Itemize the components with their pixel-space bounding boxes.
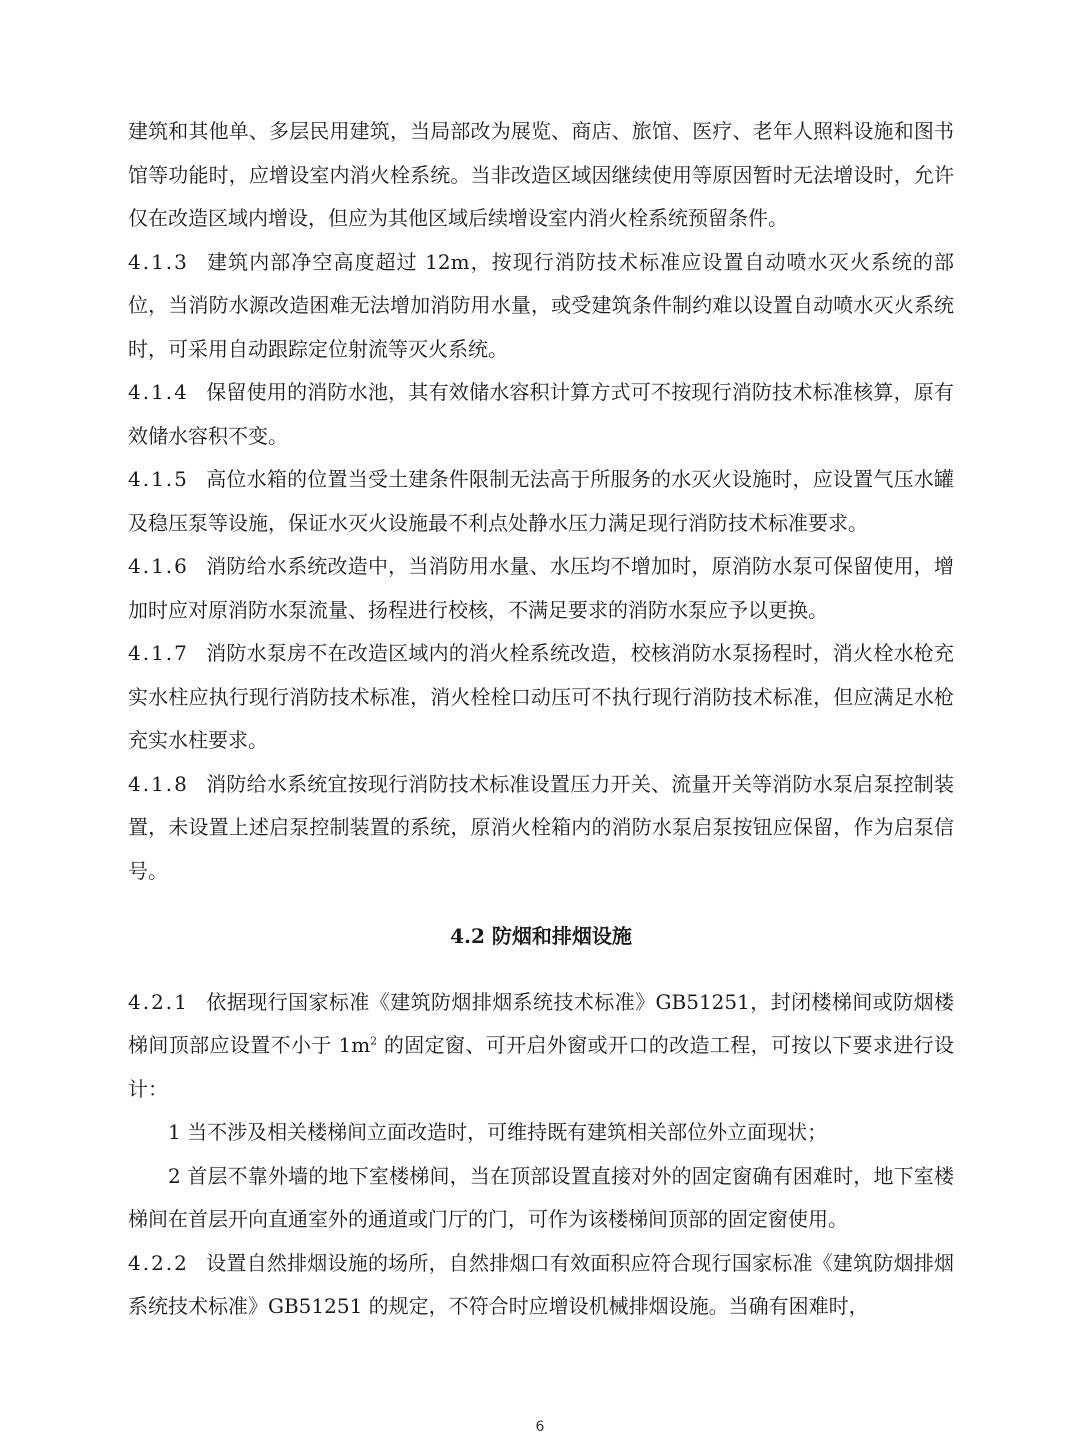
- page-number: 6: [535, 1419, 545, 1435]
- clause-text: 保留使用的消防水池，其有效储水容积计算方式可不按现行消防技术标准核算，原有效储水容积不变。: [128, 380, 954, 448]
- clause-text: 建筑内部净空高度超过 12m，按现行消防技术标准应设置自动喷水灭火系统的部位，当消防水源改造困难无法增加消防用水量，或受建筑条件制约难以设置自动喷水灭火系统时，可采用自动跟踪定位射流等灭火系统。: [128, 249, 954, 361]
- clause-text: 依据现行国家标准《建筑防烟排烟系统技术标准》GB51251，封闭楼梯间或防烟楼梯间顶部应设置不小于 1m: [128, 989, 954, 1057]
- clause-4-1-3: [128, 241, 954, 372]
- page-content: [128, 110, 954, 1329]
- clause-text: 消防水泵房不在改造区域内的消火栓系统改造，校核消防水泵扬程时，消火栓水枪充实水柱应执行现行消防技术标准，消火栓栓口动压可不执行现行消防技术标准，但应满足水枪充实水柱要求。: [128, 641, 954, 752]
- list-item: 2 首层不靠外墙的地下室楼梯间，当在顶部设置直接对外的固定窗确有困难时，地下室楼梯间在首层开向直通室外的通道或门厅的门，可作为该楼梯间顶部的固定窗使用。: [128, 1163, 954, 1231]
- clause-4-1-6: [128, 545, 954, 632]
- intro-paragraph: 建筑和其他单、多层民用建筑，当局部改为展览、商店、旅馆、医疗、老年人照料设施和图书馆等功能时，应增设室内消火栓系统。当非改造区域因继续使用等原因暂时无法增设时，允许仅在改造区域内增设，但应为其他区域后续增设室内消火栓系统预留条件。: [128, 119, 954, 230]
- clause-text-continued: 的固定窗、可开启外窗或开口的改造工程，可按以下要求进行设计：: [128, 1033, 955, 1101]
- clause-4-1-5: [128, 458, 954, 545]
- superscript: 2: [370, 1034, 378, 1048]
- clause-number: 4.1.7: [128, 641, 189, 665]
- clause-number: 4.1.3: [128, 249, 189, 274]
- clause-text: 设置自然排烟设施的场所，自然排烟口有效面积应符合现行国家标准《建筑防烟排烟系统技术标准》GB51251 的规定，不符合时应增设机械排烟设施。当确有困难时，: [128, 1250, 954, 1318]
- clause-text: 消防给水系统宜按现行消防技术标准设置压力开关、流量开关等消防水泵启泵控制装置，未设置上述启泵控制装置的系统，原消火栓箱内的消防水泵启泵按钮应保留，作为启泵信号。: [128, 771, 954, 883]
- clause-4-2-2: [128, 1242, 954, 1329]
- clause-number: 4.1.5: [128, 467, 189, 491]
- clause-4-1-4: [128, 371, 954, 458]
- clause-text: 高位水箱的位置当受土建条件限制无法高于所服务的水灭火设施时，应设置气压水罐及稳压泵等设施，保证水灭火设施最不利点处静水压力满足现行消防技术标准要求。: [128, 467, 954, 535]
- section-heading: 4.2 防烟和排烟设施: [450, 924, 632, 948]
- clause-number: 4.1.4: [128, 380, 189, 404]
- clause-4-2-1: [128, 981, 954, 1112]
- clause-4-1-7: [128, 632, 954, 763]
- clause-4-1-8: [128, 763, 954, 894]
- clause-number: 4.2.1: [128, 989, 189, 1014]
- clause-number: 4.2.2: [128, 1250, 189, 1275]
- clause-text: 消防给水系统改造中，当消防用水量、水压均不增加时，原消防水泵可保留使用，增加时应对原消防水泵流量、扬程进行校核，不满足要求的消防水泵应予以更换。: [128, 554, 954, 622]
- clause-number: 4.1.8: [128, 771, 189, 796]
- clause-number: 4.1.6: [128, 554, 189, 578]
- list-item: 1 当不涉及相关楼梯间立面改造时，可维持既有建筑相关部位外立面现状；: [168, 1120, 828, 1144]
